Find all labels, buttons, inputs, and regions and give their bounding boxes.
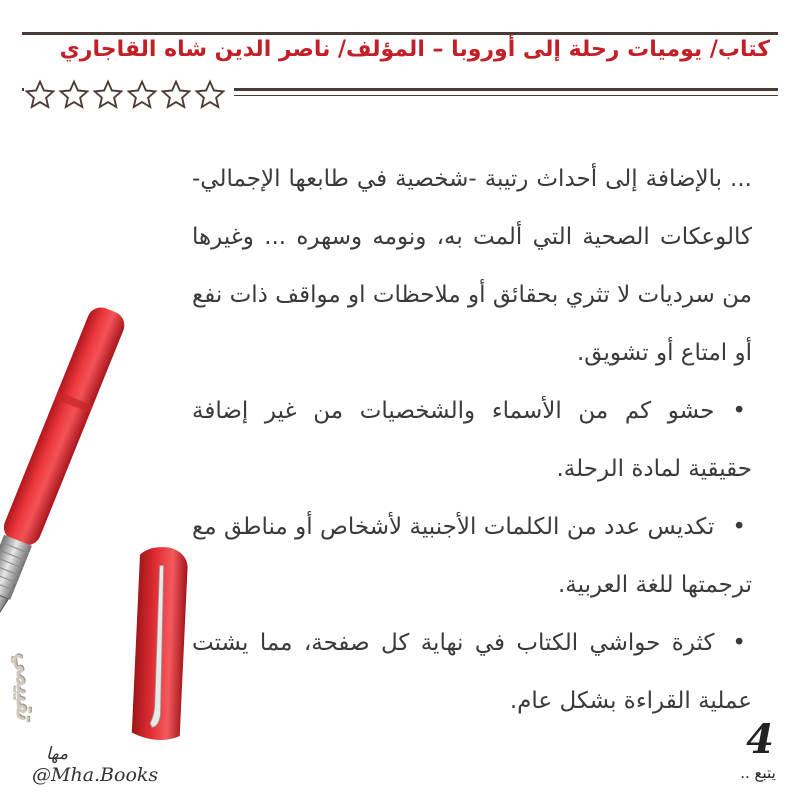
bullet-item	[192, 614, 752, 730]
author-signature: مها	[46, 744, 69, 764]
review-body	[192, 150, 752, 730]
bullet-icon: •	[732, 630, 746, 656]
bullet-icon: •	[732, 398, 746, 424]
page-title: كتاب/ يوميات رحلة إلى أوروبا – المؤلف/ ناصر الدين شاه القاجاري	[59, 37, 770, 62]
star-icon	[92, 79, 124, 111]
star-icon	[160, 79, 192, 111]
header-top-rule	[22, 32, 778, 35]
bullet-item	[192, 498, 752, 614]
social-handle: @Mha.Books	[32, 764, 159, 786]
star-icon	[126, 79, 158, 111]
rating-stars	[24, 78, 234, 112]
bullet-icon: •	[732, 514, 746, 540]
star-icon	[194, 79, 226, 111]
bullet-text: حشو كم من الأسماء والشخصيات من غير إضافة حقيقية لمادة الرحلة.	[192, 398, 752, 482]
page-number: 4	[746, 716, 774, 763]
star-icon	[24, 79, 56, 111]
continue-label: يتبع ..	[740, 764, 776, 782]
rating-signature: تقييمي	[11, 652, 40, 720]
bullet-text: تكديس عدد من الكلمات الأجنبية لأشخاص أو مناطق مع ترجمتها للغة العربية.	[192, 514, 752, 598]
pen-barrel	[0, 303, 129, 549]
header-thin-rule	[230, 95, 778, 96]
bullet-item	[192, 382, 752, 498]
star-icon	[58, 79, 90, 111]
intro-paragraph: ... بالإضافة إلى أحداث رتيبة -شخصية في طابعها الإجمالي- كالوعكات الصحية التي ألمت به، ونومه وسهره ... وغيرها من سرديات لا تثري بحقائق أو ملاحظات او مواقف ذات نفع أو امتاع أو تشويق.	[192, 166, 752, 366]
bullet-text: كثرة حواشي الكتاب في نهاية كل صفحة، مما يشتت عملية القراءة بشكل عام.	[192, 630, 752, 714]
